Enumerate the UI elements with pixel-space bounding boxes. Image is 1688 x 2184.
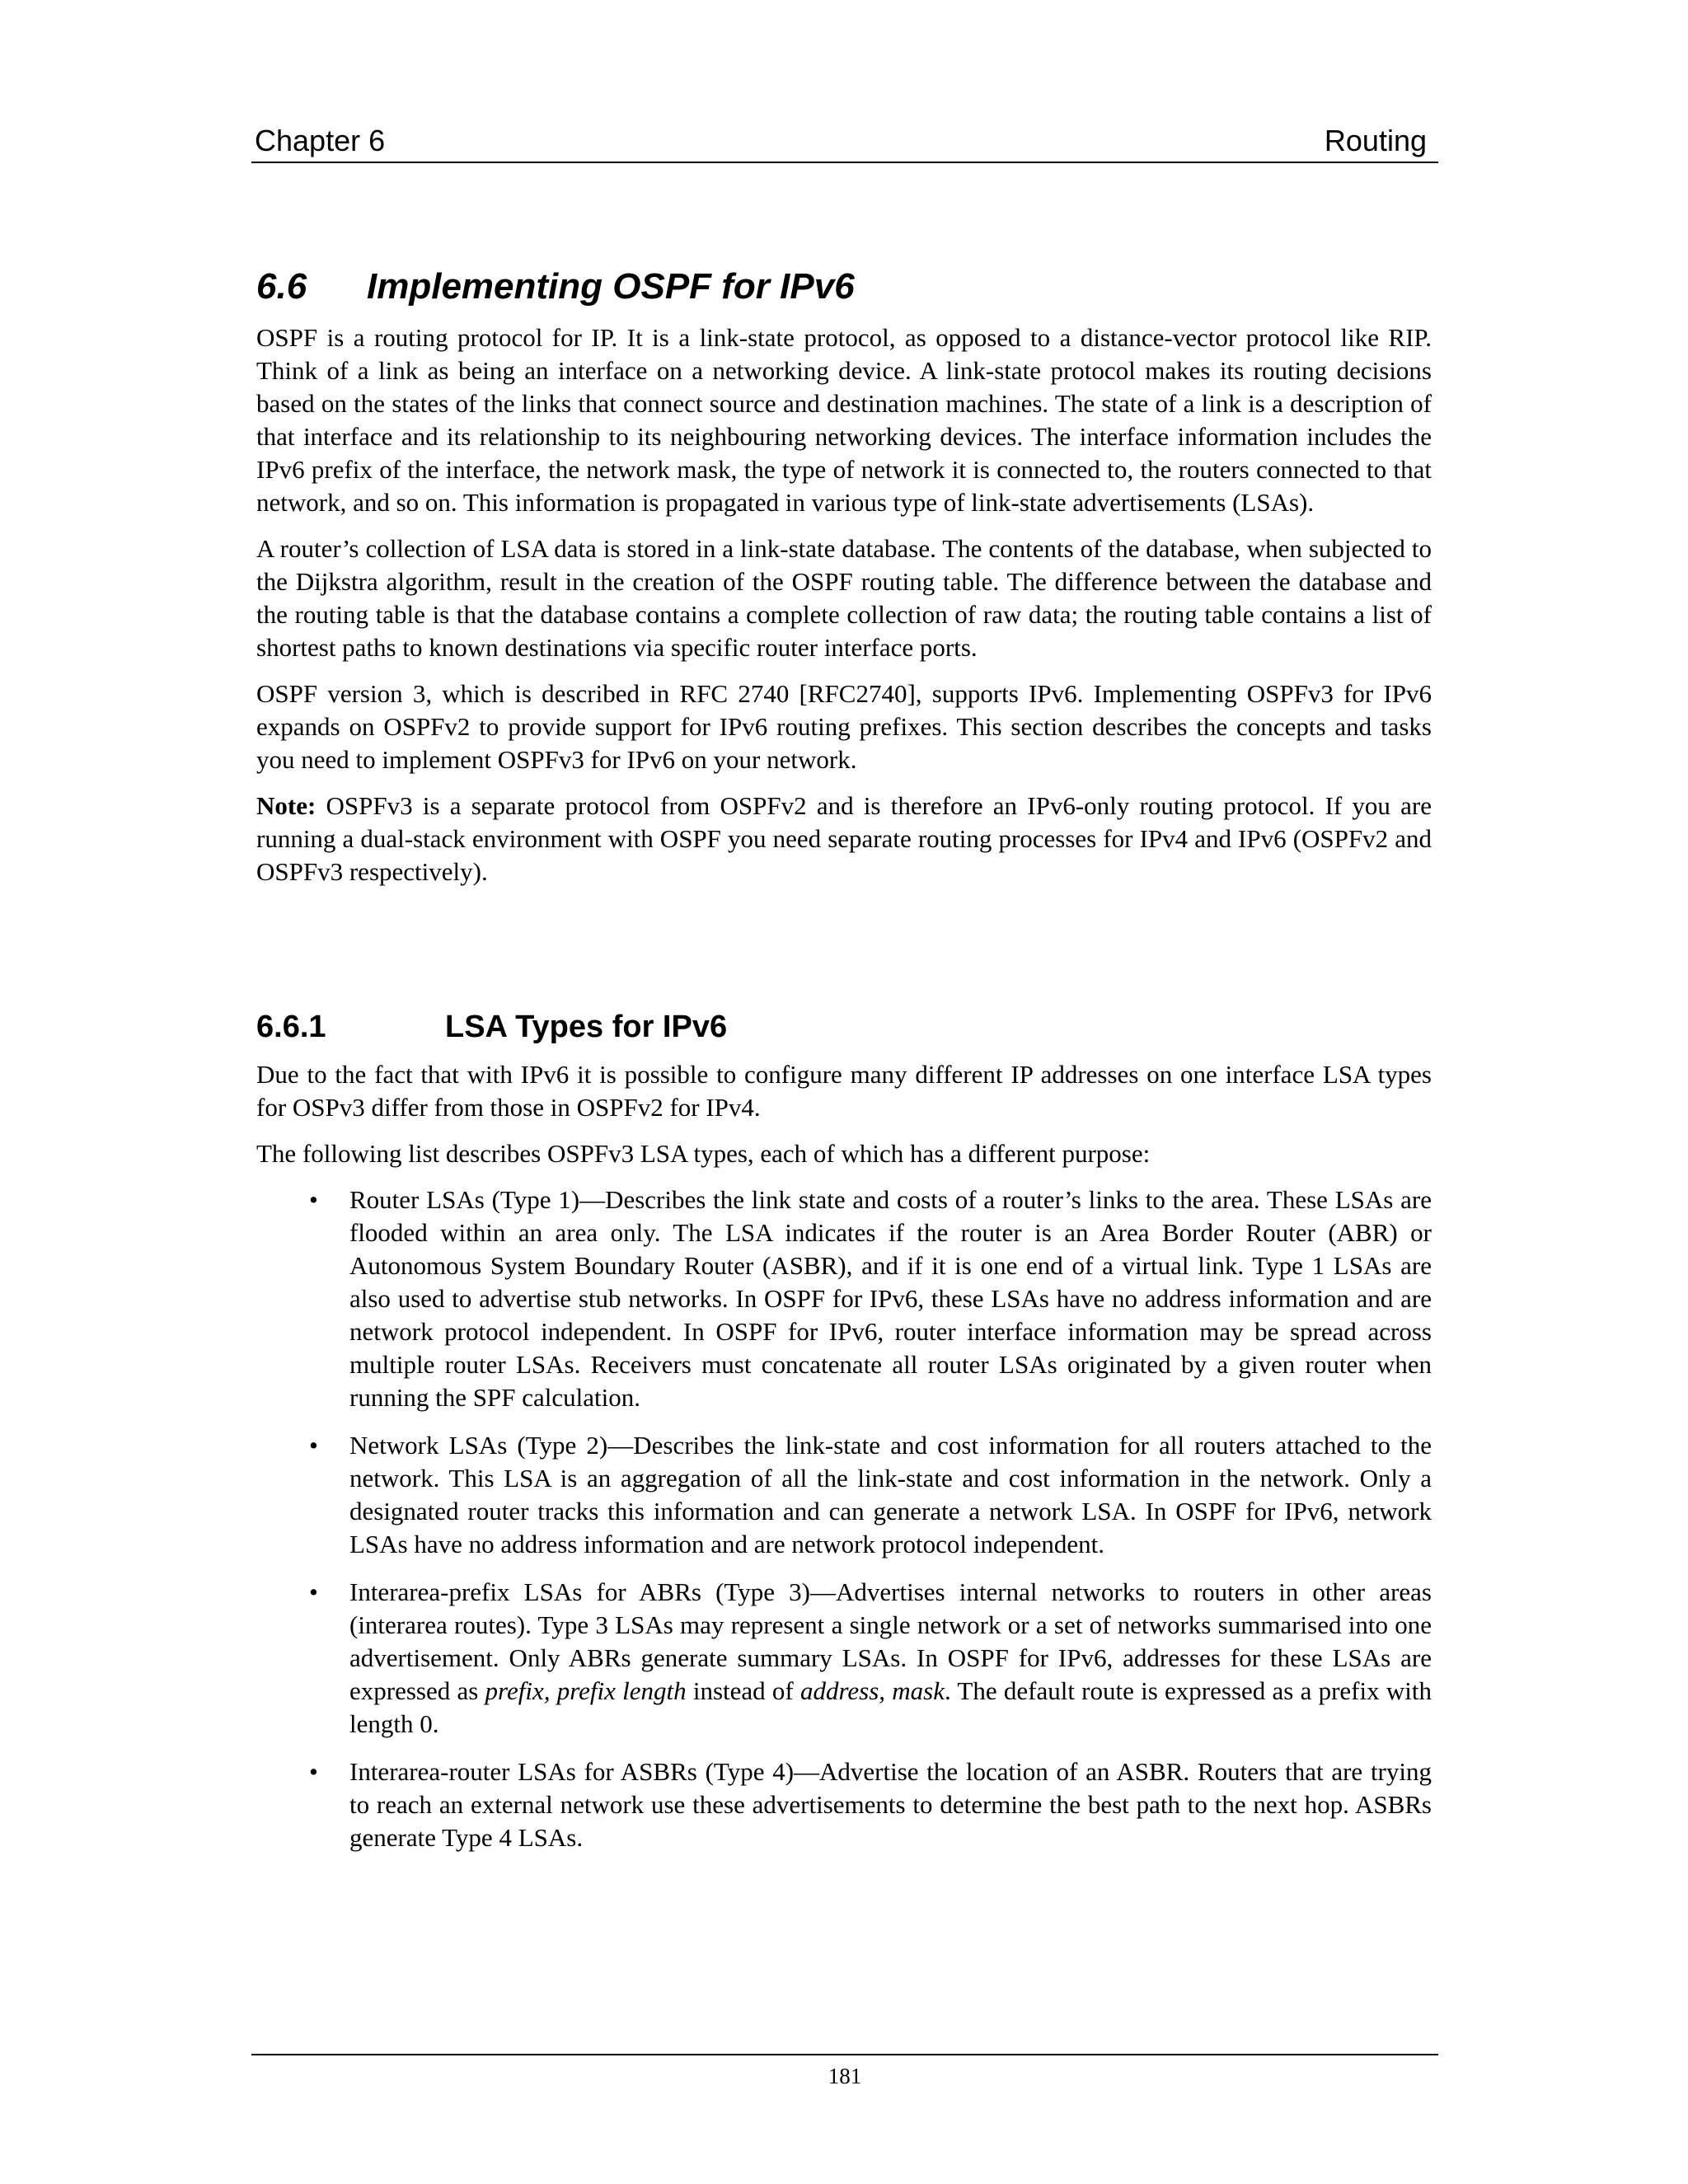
subsection-paragraph-1: Due to the fact that with IPv6 it is possible to configure many different IP addresses on one interface LSA types for OSPv3 differ from those in OSPFv2 for IPv4. xyxy=(256,1060,1432,1122)
subsection-title: LSA Types for IPv6 xyxy=(445,1010,728,1044)
list-item-text: Interarea-router LSAs for ASBRs (Type 4)—Advertise the location of an ASBR. Routers that are trying to reach an external network use these advertisements to determine the best path to the next hop. ASBRs generate Type 4 LSAs. xyxy=(349,1757,1432,1852)
list-item-text-part: instead of xyxy=(686,1676,800,1705)
running-header xyxy=(251,124,1438,163)
section-paragraph-3: OSPF version 3, which is described in RFC 2740 [RFC2740], supports IPv6. Implementing OSPFv3 for IPv6 expands on OSPFv2 to provide support for IPv6 routing prefixes. This section describes the concepts and tasks you need to implement OSPFv3 for IPv6 on your network. xyxy=(256,679,1432,774)
list-item-text-part: . The default route is expressed as a prefix with length 0. xyxy=(349,1676,1432,1738)
bullet-icon: • xyxy=(309,1185,318,1214)
running-footer xyxy=(251,2054,1438,2089)
page-number: 181 xyxy=(828,2064,862,2088)
document-page xyxy=(251,0,1438,2184)
header-chapter: Chapter 6 xyxy=(255,124,386,157)
list-item xyxy=(256,1183,1432,1414)
subsection-paragraph-2: The following list describes OSPFv3 LSA types, each of which has a different purpose: xyxy=(256,1139,1151,1168)
list-item xyxy=(256,1755,1432,1854)
list-item-text-part: Interarea-prefix LSAs for ABRs (Type 3)—Advertises internal networks to routers in other areas (interarea routes). Type 3 LSAs may represent a single network or a set of networks summarised into one advertisement. Only ABRs generate summary LSAs. In OSPF for IPv6, addresses for these LSAs are expressed as xyxy=(349,1577,1432,1705)
list-item-emphasis: address, mask xyxy=(799,1676,945,1705)
bullet-icon: • xyxy=(309,1757,318,1786)
list-item xyxy=(256,1429,1432,1561)
bullet-icon: • xyxy=(309,1431,318,1460)
section-paragraph-1: OSPF is a routing protocol for IP. It is a link-state protocol, as opposed to a distance-vector protocol like RIP. Think of a link as being an interface on a networking device. A link-state protocol makes its routing decisions based on the states of the links that connect source and destination machines. The state of a link is a description of that interface and its relationship to its neighbouring networking devices. The interface information includes the IPv6 prefix of the interface, the network mask, the type of network it is connected to, the routers connected to that network, and so on. This information is propagated in various type of link-state advertisements (LSAs). xyxy=(256,323,1432,517)
bullet-icon: • xyxy=(309,1577,318,1606)
subsection-heading xyxy=(256,1005,1432,1048)
list-item-text: Network LSAs (Type 2)—Describes the link-state and cost information for all routers attached to the network. This LSA is an aggregation of all the link-state and cost information in the network. Only a designated router tracks this information and can generate a network LSA. In OSPF for IPv6, network LSAs have no address information and are network protocol independent. xyxy=(349,1431,1432,1558)
list-item-text: Router LSAs (Type 1)—Describes the link state and costs of a router’s links to the area. These LSAs are flooded within an area only. The LSA indicates if the router is an Area Border Router (ABR) or Autonomous System Boundary Router (ASBR), and if it is one end of a virtual link. Type 1 LSAs are also used to advertise stub networks. In OSPF for IPv6, these LSAs have no address information and are network protocol independent. In OSPF for IPv6, router interface information may be spread across multiple router LSAs. Receivers must concatenate all router LSAs originated by a given router when running the SPF calculation. xyxy=(349,1185,1432,1412)
section-heading xyxy=(256,262,1432,312)
list-item xyxy=(256,1576,1432,1741)
header-topic: Routing xyxy=(1324,124,1427,157)
section-spacer xyxy=(256,902,1432,1005)
note-label: Note: xyxy=(256,791,316,820)
page-content xyxy=(256,262,1432,1869)
section-number: 6.6 xyxy=(256,266,307,307)
list-item-text xyxy=(349,1577,1432,1738)
lsa-type-list xyxy=(256,1183,1432,1854)
note-text: OSPFv3 is a separate protocol from OSPFv2 and is therefore an IPv6-only routing protocol. If you are running a dual-stack environment with OSPF you need separate routing processes for IPv4 and IPv6 (OSPFv2 and OSPFv3 respectively). xyxy=(256,791,1432,886)
list-item-emphasis: prefix, prefix length xyxy=(485,1676,687,1705)
note-paragraph xyxy=(256,790,1432,888)
section-paragraph-2: A router’s collection of LSA data is stored in a link-state database. The contents of the database, when subjected to the Dijkstra algorithm, result in the creation of the OSPF routing table. The difference between the database and the routing table is that the database contains a complete collection of raw data; the routing table contains a list of shortest paths to known destinations via specific router interface ports. xyxy=(256,534,1432,662)
section-title: Implementing OSPF for IPv6 xyxy=(367,266,855,307)
subsection-number: 6.6.1 xyxy=(256,1010,326,1044)
